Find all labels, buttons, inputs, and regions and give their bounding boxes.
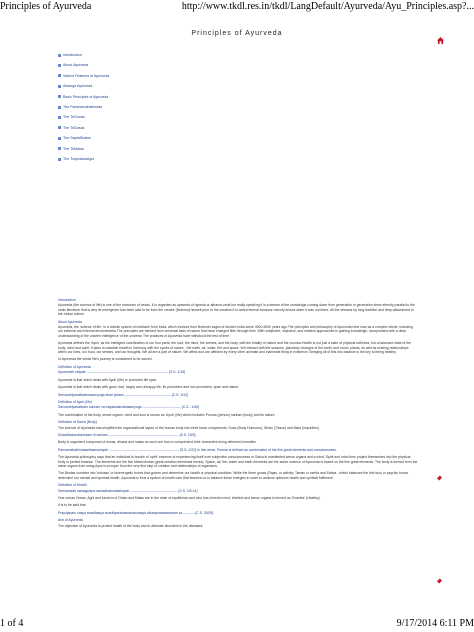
toc-item-trimalas[interactable]: The TriMalas <box>58 144 109 154</box>
toc-item-basic-principles[interactable]: Basic Principles of Ayurveda <box>58 92 109 102</box>
marker-icon <box>437 476 442 481</box>
paragraph: In Ayurveda the whole life's journey is considered to be sacred. <box>58 357 153 362</box>
bullet-icon <box>58 85 61 88</box>
bullet-icon <box>58 64 61 67</box>
section-heading: Definition of Sarira (Body) <box>58 420 97 425</box>
toc-item-saptadhatus[interactable]: The SaptaDhatus <box>58 133 109 143</box>
page-url-header: http://www.tkdl.res.in/tkdl/LangDefault/Ayurveda/Ayu_Principles.asp?... <box>181 1 474 12</box>
home-icon[interactable] <box>437 37 444 44</box>
sanskrit-verse: Sarvandriyasattvatmasamyoga dhari jivitam ----------------------------------------- [C.S. 1/42] <box>58 392 188 397</box>
toc-item-trigunas[interactable]: The TriGunas <box>58 112 109 122</box>
toc-item-salient[interactable]: Salient Features of Ayurveda <box>58 71 109 81</box>
toc-item-introduction[interactable]: Introduction <box>58 50 109 60</box>
section-heading: Definition of Health <box>58 483 87 488</box>
table-of-contents <box>58 50 109 164</box>
paragraph: It is to be said that <box>58 503 86 508</box>
section-heading: Definition of Ayurveda <box>58 364 91 369</box>
bullet-icon <box>58 74 61 77</box>
print-header <box>0 0 474 14</box>
bullet-icon <box>58 116 61 119</box>
bullet-icon <box>58 106 61 109</box>
paragraph: Body is organized composed of dosas, dhatus and malas as such one has to comprehend their characters being delivered hereafter. <box>58 440 257 445</box>
bullet-icon <box>58 95 61 98</box>
bullet-icon <box>58 126 61 129</box>
sanskrit-verse: Pancamahabhutasariisamavayah -------------------------------------------------------------- [S.S.-1/22] In this verse, Purusa is defined as combination of the five great elements and consciousness. <box>58 447 337 452</box>
toc-item-trayodasaagni[interactable]: The TrayodasaAgni <box>58 154 109 164</box>
sanskrit-verse: Sarvandriyasattvam sariram va trayaksatmakasamyoga ---------------------------------- [C.S. -1/46] <box>58 405 199 410</box>
paragraph: The objective of Ayurveda to protect health of the body and to alleviate disorders in the diseased. <box>58 523 204 528</box>
paragraph: Ayurveda is that which deals with good, bad, happy and unhappy life, its promoters and non-promoters, span and nature. <box>58 385 240 390</box>
bullet-icon <box>58 54 61 57</box>
bullet-icon <box>58 147 61 150</box>
marker-icon <box>437 579 442 584</box>
page-number: 1 of 4 <box>0 618 24 629</box>
paragraph: Ayurveda defines the 'Ayuh' as the intelligent coordination of our four parts; the soul, the mind, the senses, and the body, with the totality of nature and the cosmos.Health is not just a state of physical wellness, but a balanced state of the body, mind and spirit. It aims to maintain health in harmony with the cycles of nature - the earth, air, water, fire and space. We interact with the seasons, planetary changes of the earth, and moon, plants, as well as existing relationships within our lives, our food, our senses, and our thoughts. We all are a part of nature. We affect and are affected by every other animate and inanimate thing in existence. Bringing all of this into balance is the key to being healthy. <box>58 341 412 355</box>
page-heading: Principles of Ayurveda <box>191 30 283 37</box>
bullet-icon <box>58 158 61 161</box>
sanskrit-verse: Samadosah samagnisca samadhatumalakriyah ------------------------------------------ [S.S. 1/5-41] <box>58 488 198 493</box>
print-footer <box>0 616 474 632</box>
print-timestamp: 9/17/2014 6:11 PM <box>396 618 474 629</box>
toc-item-panchamahabhutas[interactable]: The Panchamahabhutas <box>58 102 109 112</box>
section-heading: About Ayurveda <box>58 319 82 324</box>
paragraph: Ayurveda, the 'science of life', is a holistic system of medicine from India, which evolved from Brahmin sages of Ancient India some 3000-5000 years ago.The principles and philosophy of Ayurveda view man as a complex whole, including our external and internal environments.The principles are derived from universal laws of nature that have changed little through time. With subjective, objective, and intuitive approaches to gaining knowledge, incorporated with a deep understanding of the unseen intelligence of the universe.The practices of Ayurveda have withstood the test of time. <box>58 325 413 338</box>
page-title-header: Principles of Ayurveda <box>0 1 92 12</box>
article-body <box>58 296 418 531</box>
paragraph: The Ayurveda philosophy says that an individual is bundle of 'spirit' essence of experiencing itself over subjective consciousness or Satva in manifested sense organs and a mind. Spirit and mind then project themselves into the physical body in perfect balance. The elements are the five Maha bhutas (great creation elemental forces). Space, air, fire, water and earth elements are the active science of Ayurveda is based on the five great elements. The body is formed from the same organs from using Ayus to prosper from the very first step of creation and relationships of organisms. <box>58 455 418 468</box>
paragraph: One whose Dosas, Agni and function of Dhatu and Malas are in the state of equilibrium and who has cheerful mind, intellect and sense organs is termed as 'Svastha' (Healthy). <box>58 496 321 500</box>
bullet-icon <box>58 137 61 140</box>
paragraph: The Bhutas combine into 'tridosas' or bioenergetic forces that govern and determine our health or physical condition. While the three gunas (Rajas, or activity; Tamas or inertia and Sattva - which balances the first two) or psychic forces determine our mental and spiritual health. Ayurveda is thus a system of health care that teaches us to balance these energies in order to achieve optimum health and spiritual fulfilment. <box>58 471 409 480</box>
paragraph: Ayurveda (the science of life) is one of the branches of vedas. It is regarded as upaveda of rigveda or atharva-veda but really speaking it is a stream of the knowledge coming down from generation to generation since eternity parallel to the vedic literature that is why its emergence has been said to be from the creator (Brahma) himself prior to the creation.It is called eternal because nobody knows when it was not there. All the streams by long tradition and deep attachment to the Indian culture. <box>58 303 415 317</box>
toc-item-tridosas[interactable]: The TriDosas <box>58 123 109 133</box>
paragraph: The science of Ayurveda has simplified the organizational layout of the human body into three basic components, Dosa (Body Humours), Dhatu (Tissue) and Mala (Impurities). <box>58 425 320 430</box>
sanskrit-verse: Dosadhatumalamulam hi sariram -------------------------------------------------------------- [S.S. 15/3] <box>58 432 196 437</box>
section-heading: Aim of Ayurveda <box>58 518 83 523</box>
paragraph: The combination of the body, sense organs, mind and soul is known as 'Ayuh' (life) which includes Purusa (person) sariram (body) and its nature. <box>58 412 276 417</box>
sanskrit-verse: Prayojanam casya svasthasya svasthyaraksanamaturasya vikarapraasamanam ca ---------- [C.S. 30/26] <box>58 510 214 515</box>
sanskrit-verse: Ayurvedah vidyate ------------------------------------------------------------------------ [S.S.-1/15] <box>58 370 186 375</box>
paragraph: Ayurveda is that which deals with Ayuh (life) or promotes life span <box>58 377 157 382</box>
section-heading: Definition of Ayuh (life) <box>58 399 92 404</box>
toc-item-about[interactable]: About Ayurveda <box>58 60 109 70</box>
section-heading: Introduction <box>58 298 76 302</box>
toc-item-astanga[interactable]: Astanga Ayurveda <box>58 81 109 91</box>
